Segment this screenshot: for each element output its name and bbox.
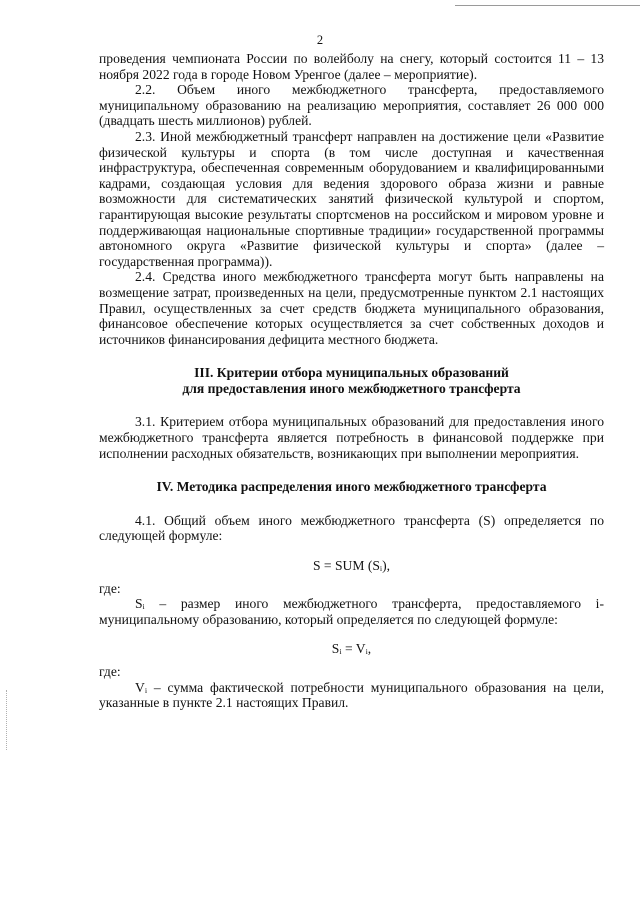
scan-margin-marks <box>6 690 9 750</box>
where-label-2: где: <box>99 664 121 679</box>
section-3-heading-line-2: для предоставления иного межбюджетного трансферта <box>182 380 521 396</box>
formula-si: Sᵢ = Vᵢ, <box>331 641 372 657</box>
where-label-1: где: <box>99 580 121 596</box>
formula-total: S = SUM (Sᵢ), <box>312 558 391 574</box>
paragraph-continued: проведения чемпионата России по волейболу на снегу, который состоится 11 – 13 ноября 2022 года в городе Новом Уренгое (далее – мероприятие). <box>99 51 604 82</box>
document-body <box>99 51 604 711</box>
section-3-heading-line-1: III. Критерии отбора муниципальных образований <box>194 365 509 381</box>
definition-vi: Vᵢ – сумма фактической потребности муниципального образования на цели, указанные в пункте 2.1 настоящих Правил. <box>99 679 604 711</box>
paragraph-2-2: 2.2. Объем иного межбюджетного трансферта, предоставляемого муниципальному образованию на реализацию мероприятия, составляет 26 000 000 (двадцать шесть миллионов) рублей. <box>99 82 604 129</box>
scan-edge-line <box>455 5 640 6</box>
section-4-heading: IV. Методика распределения иного межбюджетного трансферта <box>156 479 547 495</box>
paragraph-4-1: 4.1. Общий объем иного межбюджетного трансферта (S) определяется по следующей формуле: <box>99 512 604 544</box>
paragraph-2-4: 2.4. Средства иного межбюджетного трансферта могут быть направлены на возмещение затрат, произведенных на цели, предусмотренные пунктом 2.1 настоящих Правил, осуществленных за счет средств бюджета муниципального образования, финансовое обеспечение которых осуществляется за счет собственных доходов и источников финансирования дефицита местного бюджета. <box>99 269 604 347</box>
paragraph-3-1: 3.1. Критерием отбора муниципальных образований для предоставления иного межбюджетного трансферта является потребность в финансовой поддержке при исполнении расходных обязательств, возникающих при выполнении мероприятия. <box>99 414 604 461</box>
definition-si: Sᵢ – размер иного межбюджетного трансферта, предоставляемого i-муниципальному образованию, который определяется по следующей формуле: <box>99 596 604 627</box>
paragraph-2-3: 2.3. Иной межбюджетный трансферт направлен на достижение цели «Развитие физической культуры и спорта (в том числе доступная и качественная инфраструктура, обеспеченная современным оборудованием и квалифицированными кадрами, создающая условия для ведения здорового образа жизни и равные возможности для систематических занятий физической культурой и спортом, гарантирующая высокие результаты спортсменов на российском и мировом уровне и поддерживающая национальные спортивные традиции» государственной программы автономного округа «Развитие физической культуры и спорта» (далее – государственная программа)). <box>99 128 604 269</box>
page-number: 2 <box>316 33 324 47</box>
